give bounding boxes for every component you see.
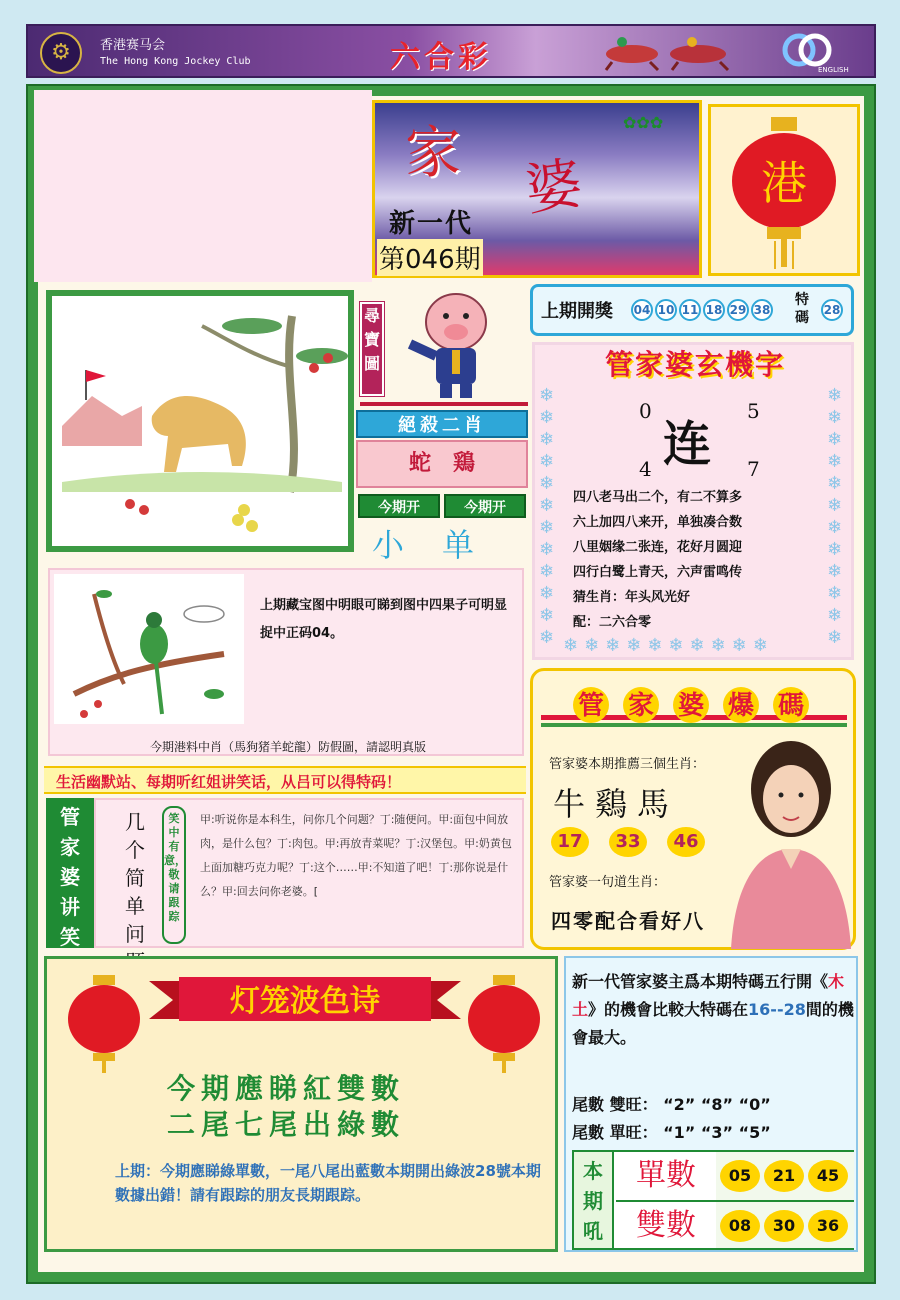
joke-side-title [46, 798, 94, 948]
even-row [716, 1200, 854, 1248]
mystery-char-panel [532, 342, 854, 660]
even-number: 30 [764, 1210, 804, 1242]
poem-line-1: 今期應睇紅雙數 [167, 1072, 406, 1105]
forecast-text-c: 間的機會最大。 [572, 1000, 854, 1047]
special-label: 特碼 [795, 292, 809, 326]
special-ball: 28 [821, 299, 843, 321]
kai-value: 小单 [372, 526, 513, 564]
jueshaer-title: 絕殺二肖 [356, 410, 528, 438]
hot-clue: 四零配合看好八 [551, 909, 705, 933]
pig-mascot-icon [402, 286, 506, 404]
bird-caption: 今期港料中肖（馬狗猪羊蛇龍）防假圖，請認明真版 [150, 740, 427, 754]
last-draw-panel [530, 284, 854, 336]
hot-number: 33 [609, 827, 647, 857]
banner-subtitle: 新一代 [389, 209, 474, 239]
even-label: 雙數 [616, 1200, 716, 1248]
even-number: 36 [808, 1210, 848, 1242]
hkjc-logo: ⚙ [40, 32, 82, 74]
hot-title-char: 管 [577, 691, 605, 721]
odd-label: 單數 [636, 1158, 696, 1193]
banner-char-jia: 家 [405, 121, 461, 186]
poem-note: 上期：今期應睇綠單數，一尾八尾出藍數本期開出綠波28號本期數據出錯！請有跟踪的朋友長期跟踪。 [115, 1162, 541, 1204]
leaf-icon: ✿✿✿ [623, 113, 664, 132]
forecast-element: 木土 [572, 972, 845, 1019]
draw-ball: 38 [751, 299, 773, 321]
banner-char-po: 婆 [521, 151, 586, 224]
joke-text: 甲:听说你是本科生，问你几个问题？丁:随便问。甲:面包中间放肉，是什么包？丁:肉包。甲:再放青菜呢？丁:汉堡包。甲:奶黄包上面加糖巧克力呢？丁:这个……甲:不知道了吧！丁:那你说是什么？甲:回去问你老婆。[ [200, 813, 512, 898]
lantern-icon [65, 973, 143, 1073]
club-name-cn: 香港赛马会 [100, 38, 166, 53]
poem-line: 猜生肖：年头风光好 [573, 590, 691, 605]
poem-title-ribbon [149, 973, 461, 1027]
forecast-range: 16--28 [748, 1000, 806, 1019]
hot-title-char: 爆 [727, 691, 755, 721]
forecast-text-a: 新一代管家婆主爲本期特碼五行開《 [572, 972, 829, 991]
mystery-num-br: 7 [747, 457, 760, 481]
hot-intro: 管家婆本期推薦三個生肖： [549, 757, 706, 772]
mystery-title: 管家婆玄機字 [565, 345, 825, 385]
lantern-poem-panel [44, 956, 558, 1252]
odd-number: 21 [764, 1160, 804, 1192]
joke-side-note: 笑中有意，敬请跟踪 [162, 806, 186, 944]
even-number: 08 [720, 1210, 760, 1242]
draw-ball: 29 [727, 299, 749, 321]
draw-ball: 11 [679, 299, 701, 321]
tail-even: 尾數 雙旺： “2” “8” “0” [572, 1095, 771, 1114]
joke-title: 几个简单问 [125, 810, 145, 946]
hot-number: 46 [667, 827, 705, 857]
poem-line-2: 二尾七尾出綠數 [167, 1108, 406, 1141]
pick-side-label [574, 1152, 614, 1248]
blank-panel [34, 90, 372, 282]
forecast-text-b: 》的機會比較大特碼在 [588, 1000, 749, 1019]
lantern-panel [708, 104, 860, 276]
mystery-poem [573, 485, 829, 635]
joke-side-label: 管家婆讲笑 [60, 805, 80, 949]
issue-number: 第046期 [377, 239, 483, 276]
kai-label-1: 今期开 [358, 494, 440, 518]
draw-ball: 18 [703, 299, 725, 321]
snowflake-icon: ❄ ❄ ❄ ❄ ❄ ❄ ❄ ❄ ❄ ❄ ❄ ❄ [827, 385, 843, 648]
draw-ball: 10 [655, 299, 677, 321]
poem-line: 配：二六合零 [573, 615, 652, 630]
jueshaer-panel [356, 410, 528, 490]
poem-line: 四行白鹭上青天，六声雷鸣传 [573, 565, 743, 580]
odd-number: 45 [808, 1160, 848, 1192]
header-bar [26, 24, 876, 78]
pick-table [572, 1150, 854, 1250]
hot-title-char: 家 [627, 691, 655, 721]
title-banner [372, 100, 702, 278]
lantern-char: 港 [761, 156, 807, 210]
snowflake-icon: ❄❄❄❄❄❄❄❄❄❄ [563, 635, 774, 656]
lantern-icon [465, 973, 543, 1073]
joke-panel [94, 798, 524, 948]
slogan-bar: 生活幽默站、每期听红姐讲笑话，从吕可以得特码！ [44, 766, 526, 794]
snowflake-icon: ❄ ❄ ❄ ❄ ❄ ❄ ❄ ❄ ❄ ❄ ❄ ❄ [539, 385, 555, 648]
mystery-center-char: 连 [663, 416, 712, 472]
racing-horses-image [602, 32, 742, 72]
pick-side-text: 本期吼 [583, 1159, 603, 1243]
odd-row [716, 1152, 854, 1200]
treasure-map-label: 尋寶圖 [360, 302, 384, 396]
mystery-num-tl: 0 [639, 399, 652, 423]
kai-label-2: 今期开 [444, 494, 526, 518]
hot-number: 17 [551, 827, 589, 857]
hot-clue-label: 管家婆一句道生肖： [549, 875, 667, 890]
poem-line: 六上加四八来开，单独凑合数 [573, 515, 743, 530]
treasure-map-image [46, 290, 354, 552]
bird-clue-text: 上期藏宝图中明眼可睇到图中四果子可明显捉中正码04。 [260, 598, 508, 641]
english-link[interactable]: ENGLISH [818, 66, 849, 74]
tail-odd: 尾數 單旺： “1” “3” “5” [572, 1123, 771, 1142]
last-draw-label: 上期開獎 [541, 301, 613, 322]
bird-image [54, 574, 244, 724]
divider [360, 402, 528, 406]
mystery-num-tr: 5 [747, 399, 760, 423]
mystery-num-bl: 4 [639, 457, 652, 481]
header-title: 六合彩 [390, 40, 492, 75]
poem-title: 灯笼波色诗 [230, 984, 380, 1019]
hot-zodiac: 牛鷄馬 [553, 785, 680, 823]
poem-line: 四八老马出二个，有二不算多 [573, 490, 743, 505]
hot-title-char: 碼 [777, 691, 805, 721]
hot-picks-panel [530, 668, 856, 950]
odd-number: 05 [720, 1160, 760, 1192]
forecast-text [572, 968, 856, 1052]
woman-portrait-image [721, 719, 857, 949]
poem-line: 八里姻缘二张连，花好月圆迎 [573, 540, 743, 555]
lantern-icon [711, 107, 857, 273]
club-name-en: The Hong Kong Jockey Club [100, 56, 251, 67]
draw-ball: 04 [631, 299, 653, 321]
forecast-panel [564, 956, 858, 1252]
hot-title-char: 婆 [677, 691, 705, 721]
bird-clue-panel [48, 568, 524, 756]
jueshaer-value: 蛇鶏 [356, 440, 528, 488]
